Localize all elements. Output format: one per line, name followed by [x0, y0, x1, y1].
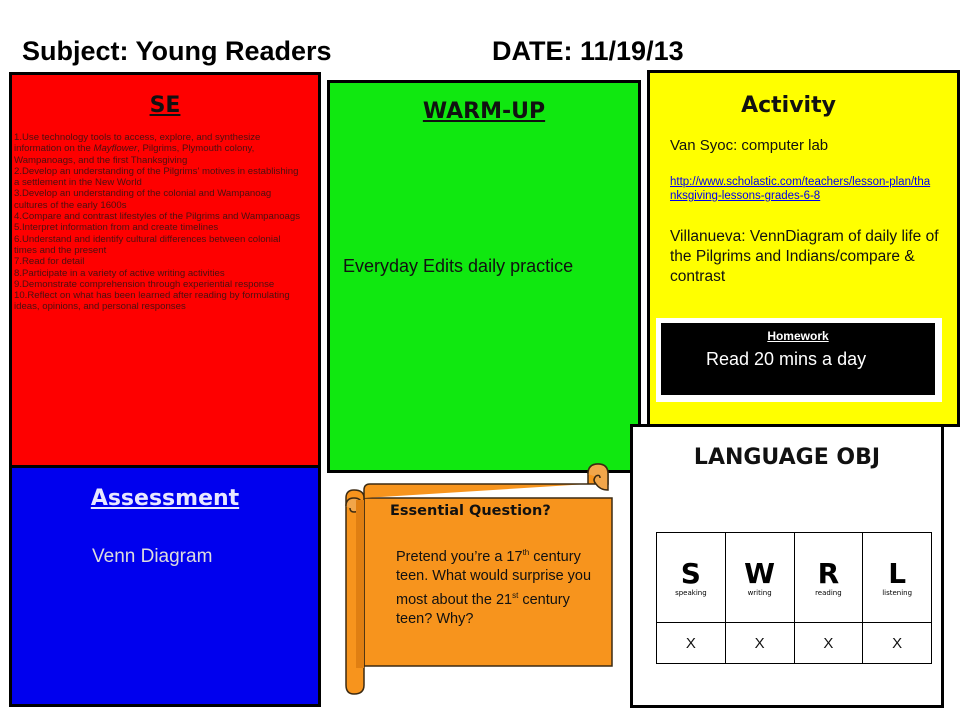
swrl-listening-cell: L listening — [863, 533, 932, 623]
homework-panel — [656, 318, 942, 402]
se-item: 6.Understand and identify cultural differences between colonial times and the present — [14, 233, 281, 256]
date-heading: DATE: 11/19/13 — [492, 36, 684, 66]
swrl-writing-cell: W writing — [725, 533, 794, 623]
se-item: 8.Participate in a variety of active writing activities — [14, 267, 225, 279]
essential-question-text: Pretend you’re a 17th century teen. What would surprise you most about the 21st century teen? Why? — [396, 548, 592, 627]
warmup-title: WARM-UP — [422, 99, 546, 124]
swrl-table — [656, 532, 932, 664]
se-item: 9.Demonstrate comprehension through experiential response — [14, 278, 275, 290]
se-item: 3.Develop an understanding of the colonial and Wampanoag cultures of the early 1600s — [14, 188, 272, 211]
essential-question-title: Essential Question? — [390, 503, 551, 519]
se-title: SE — [149, 93, 181, 118]
subject-heading: Subject: Young Readers — [22, 36, 332, 66]
homework-inner — [661, 323, 935, 395]
swrl-letter-row — [657, 533, 932, 623]
assessment-text: Venn Diagram — [92, 546, 213, 567]
se-objectives-list — [14, 132, 302, 313]
scholastic-link[interactable]: http://www.scholastic.com/teachers/lesson-plan/thanksgiving-lessons-grades-6-8 — [670, 176, 931, 202]
swrl-reading-mark: X — [794, 623, 863, 664]
swrl-listening-mark: X — [863, 623, 932, 664]
assessment-panel — [9, 465, 321, 707]
homework-text: Read 20 mins a day — [706, 349, 867, 369]
swrl-mark-row — [657, 623, 932, 664]
swrl-reading-cell: R reading — [794, 533, 863, 623]
se-item: 7.Read for detail — [14, 256, 85, 268]
warmup-text: Everyday Edits daily practice — [343, 256, 574, 276]
swrl-speaking-cell: S speaking — [657, 533, 726, 623]
se-item: 5.Interpret information from and create timelines — [14, 222, 219, 234]
homework-label: Homework — [767, 329, 829, 343]
swrl-speaking-mark: X — [657, 623, 726, 664]
se-item: 4.Compare and contrast lifestyles of the Pilgrims and Wampanoags — [14, 211, 300, 223]
warmup-panel — [327, 80, 641, 473]
activity-title: Activity — [741, 93, 836, 118]
se-item: 1.Use technology tools to access, explore, and synthesize information on the Mayflower, Pilgrims, Plymouth colony, Wampanoags, and the first Thanksgiving — [14, 132, 261, 166]
activity-line-2: Villanueva: VennDiagram of daily life of the Pilgrims and Indians/compare & contrast — [670, 228, 939, 285]
se-item: 10.Reflect on what has been learned after reading by formulating ideas, opinions, and personal responses — [14, 290, 290, 313]
activity-line-1: Van Syoc: computer lab — [670, 137, 829, 154]
assessment-title: Assessment — [90, 486, 240, 511]
language-title: LANGUAGE OBJ — [693, 445, 881, 470]
swrl-writing-mark: X — [725, 623, 794, 664]
se-item: 2.Develop an understanding of the Pilgrims' motives in establishing a settlement in the New World — [14, 165, 299, 189]
